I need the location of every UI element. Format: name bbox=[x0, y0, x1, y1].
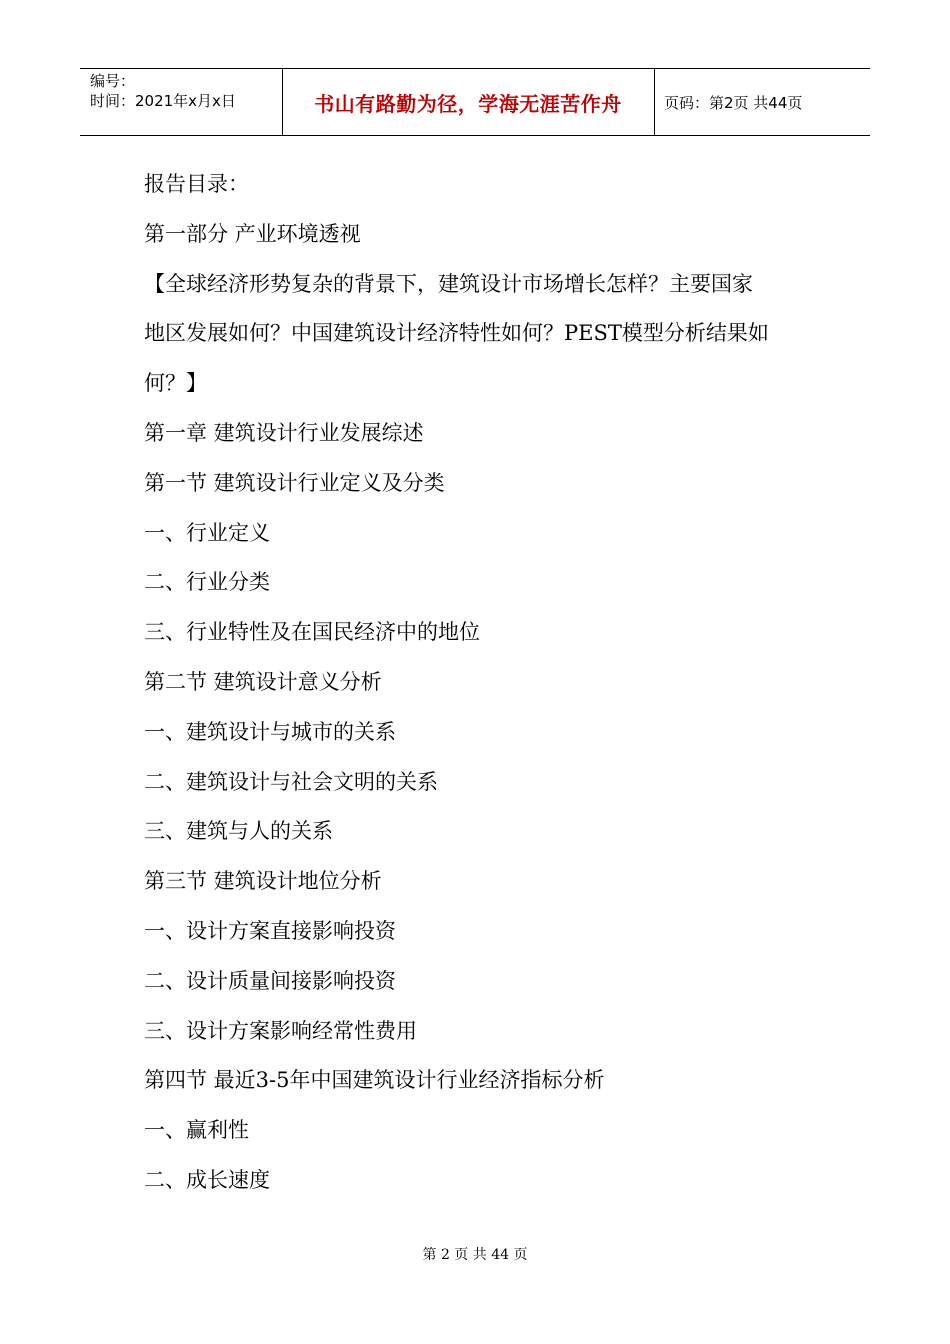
toc-item: 二、行业分类 bbox=[144, 570, 270, 595]
table-of-contents bbox=[144, 160, 824, 1206]
toc-item: 三、建筑与人的关系 bbox=[144, 819, 333, 844]
document-number-label: 编号： bbox=[90, 72, 136, 90]
header-page-label: 页码：第2页 共44页 bbox=[664, 93, 803, 112]
toc-item: 一、赢利性 bbox=[144, 1118, 249, 1143]
page-footer: 第 2 页 共 44 页 bbox=[422, 1247, 528, 1263]
toc-item: 二、建筑设计与社会文明的关系 bbox=[144, 769, 438, 794]
page-header bbox=[80, 68, 870, 136]
toc-section-heading: 第三节 建筑设计地位分析 bbox=[144, 869, 382, 894]
toc-section-heading: 第二节 建筑设计意义分析 bbox=[144, 669, 382, 694]
toc-part-summary-line: 何？】 bbox=[144, 371, 207, 396]
toc-part-summary-line: 地区发展如何？中国建筑设计经济特性如何？PEST模型分析结果如 bbox=[144, 321, 769, 346]
toc-chapter-heading: 第一章 建筑设计行业发展综述 bbox=[144, 420, 424, 445]
toc-section-heading: 第四节 最近3-5年中国建筑设计行业经济指标分析 bbox=[144, 1068, 605, 1093]
toc-section-heading: 第一节 建筑设计行业定义及分类 bbox=[144, 470, 445, 495]
toc-part-heading: 第一部分 产业环境透视 bbox=[144, 221, 361, 246]
document-time-label: 时间：2021年x月x日 bbox=[90, 92, 236, 110]
toc-item: 二、成长速度 bbox=[144, 1167, 270, 1192]
toc-item: 二、设计质量间接影响投资 bbox=[144, 968, 396, 993]
toc-item: 三、行业特性及在国民经济中的地位 bbox=[144, 620, 480, 645]
header-meta bbox=[90, 71, 236, 111]
toc-item: 一、建筑设计与城市的关系 bbox=[144, 719, 396, 744]
header-divider-right bbox=[654, 69, 655, 135]
toc-item: 一、设计方案直接影响投资 bbox=[144, 918, 396, 943]
toc-item: 三、设计方案影响经常性费用 bbox=[144, 1018, 417, 1043]
header-motto: 书山有路勤为径，学海无涯苦作舟 bbox=[314, 91, 622, 116]
toc-item: 一、行业定义 bbox=[144, 520, 270, 545]
toc-title: 报告目录： bbox=[144, 172, 249, 196]
toc-part-summary-line: 【全球经济形势复杂的背景下，建筑设计市场增长怎样？主要国家 bbox=[144, 271, 753, 296]
